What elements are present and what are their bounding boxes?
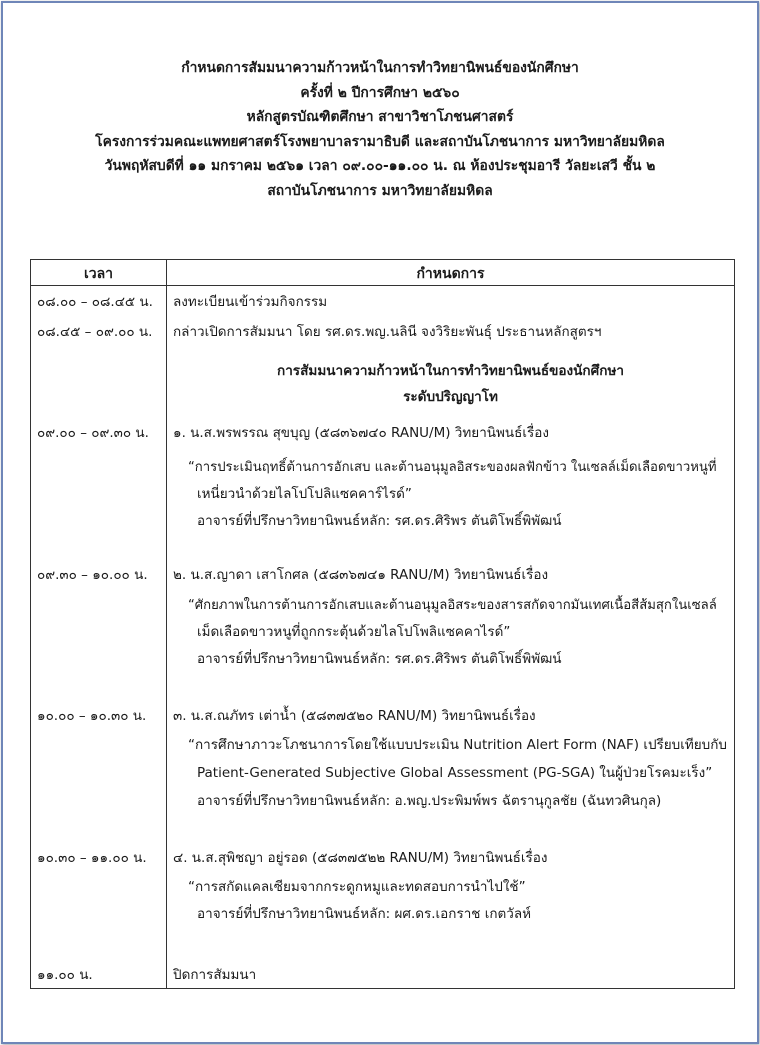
- thesis-title-line-2: Patient-Generated Subjective Global Assessment (PG-SGA) ในผู้ป่วยโรคมะเร็ง”: [197, 765, 713, 781]
- thesis-title-line-1: “ศักยภาพในการต้านการอักเสบและต้านอนุมูลอิสระของสารสกัดจากมันเทศเนื้อสีส้มสุกในเซลล์: [188, 598, 717, 613]
- advisor: อาจารย์ที่ปรึกษาวิทยานิพนธ์หลัก: อ.พญ.ประพิมพ์พร ฉัตรานุกูลชัย (ฉันทวศินกุล): [197, 793, 662, 809]
- row-time: ๑๑.๐๐ น.: [37, 967, 93, 983]
- row-time: ๑๐.๐๐ – ๑๐.๓๐ น.: [37, 708, 147, 724]
- thesis-title-line-2: เหนี่ยวนำด้วยไลโปโปลิแซคคาร์ไรด์”: [197, 486, 412, 502]
- student-info: ๑. น.ส.พรพรรณ สุขบุญ (๕๘๓๖๗๔๐ RANU/M) วิทยานิพนธ์เรื่อง: [173, 425, 549, 441]
- row-time: ๑๐.๓๐ – ๑๑.๐๐ น.: [37, 850, 147, 866]
- table-header: [31, 260, 734, 286]
- advisor: อาจารย์ที่ปรึกษาวิทยานิพนธ์หลัก: รศ.ดร.ศิริพร ตันติโพธิ์พิพัฒน์: [197, 513, 562, 529]
- row-text: ลงทะเบียนเข้าร่วมกิจกรรม: [173, 294, 328, 310]
- header-session: ครั้งที่ ๒ ปีการศึกษา ๒๕๖๐: [300, 84, 460, 101]
- thesis-title-line-1: “การสกัดแคลเซียมจากกระดูกหมูและทดสอบการนำไปใช้”: [188, 879, 526, 895]
- header-institute: สถาบันโภชนาการ มหาวิทยาลัยมหิดล: [267, 182, 493, 199]
- column-header-time: เวลา: [83, 266, 114, 282]
- section-title: การสัมมนาความก้าวหน้าในการทำวิทยานิพนธ์ของนักศึกษา: [276, 363, 624, 379]
- row-time: ๐๘.๔๕ – ๐๙.๐๐ น.: [37, 324, 153, 340]
- advisor: อาจารย์ที่ปรึกษาวิทยานิพนธ์หลัก: รศ.ดร.ศิริพร ตันติโพธิ์พิพัฒน์: [197, 651, 562, 667]
- advisor: อาจารย์ที่ปรึกษาวิทยานิพนธ์หลัก: ผศ.ดร.เอกราช เกตวัลห์: [197, 906, 532, 922]
- schedule-table: [30, 259, 735, 989]
- thesis-title-line-2: เม็ดเลือดขาวหนูที่ถูกกระตุ้นด้วยไลโปโพลิแซคคาไรด์”: [197, 624, 511, 640]
- header-collaboration: โครงการร่วมคณะแพทยศาสตร์โรงพยาบาลรามาธิบดี และสถาบันโภชนาการ มหาวิทยาลัยมหิดล: [95, 133, 665, 150]
- thesis-title-line-1: “การศึกษาภาวะโภชนาการโดยใช้แบบประเมิน Nutrition Alert Form (NAF) เปรียบเทียบกับ: [188, 737, 727, 753]
- row-text: ปิดการสัมมนา: [173, 967, 257, 983]
- header-date-venue: วันพฤหัสบดีที่ ๑๑ มกราคม ๒๕๖๑ เวลา ๐๙.๐๐-๑๑.๐๐ น. ณ ห้องประชุมอารี วัลยะเสวี ชั้น ๒: [104, 158, 656, 174]
- student-info: ๓. น.ส.ณภัทร เต่าน้ำ (๕๘๓๗๕๒๐ RANU/M) วิทยานิพนธ์เรื่อง: [173, 708, 536, 724]
- student-info: ๔. น.ส.สุพิชญา อยู่รอด (๕๘๓๗๕๒๒ RANU/M) วิทยานิพนธ์เรื่อง: [173, 850, 548, 866]
- header-program: หลักสูตรบัณฑิตศึกษา สาขาวิชาโภชนศาสตร์: [246, 109, 514, 125]
- row-time: ๐๘.๐๐ – ๐๘.๔๕ น.: [37, 294, 153, 310]
- row-text: กล่าวเปิดการสัมมนา โดย รศ.ดร.พญ.นลินี จงวิริยะพันธุ์ ประธานหลักสูตรฯ: [173, 324, 602, 340]
- column-header-agenda: กำหนดการ: [416, 266, 485, 282]
- row-time: ๐๙.๐๐ – ๐๙.๓๐ น.: [37, 425, 149, 441]
- document-header: [0, 56, 760, 203]
- header-title: กำหนดการสัมมนาความก้าวหน้าในการทำวิทยานิพนธ์ของนักศึกษา: [181, 60, 579, 76]
- student-info: ๒. น.ส.ญาดา เสาโกศล (๕๘๓๖๗๔๑ RANU/M) วิทยานิพนธ์เรื่อง: [173, 567, 549, 583]
- row-time: ๐๙.๓๐ – ๑๐.๐๐ น.: [37, 567, 148, 583]
- section-subtitle: ระดับปริญญาโท: [403, 389, 498, 405]
- thesis-title-line-1: “การประเมินฤทธิ์ต้านการอักเสบ และต้านอนุมูลอิสระของผลฟักข้าว ในเซลล์เม็ดเลือดขาวหนูที่: [188, 460, 717, 475]
